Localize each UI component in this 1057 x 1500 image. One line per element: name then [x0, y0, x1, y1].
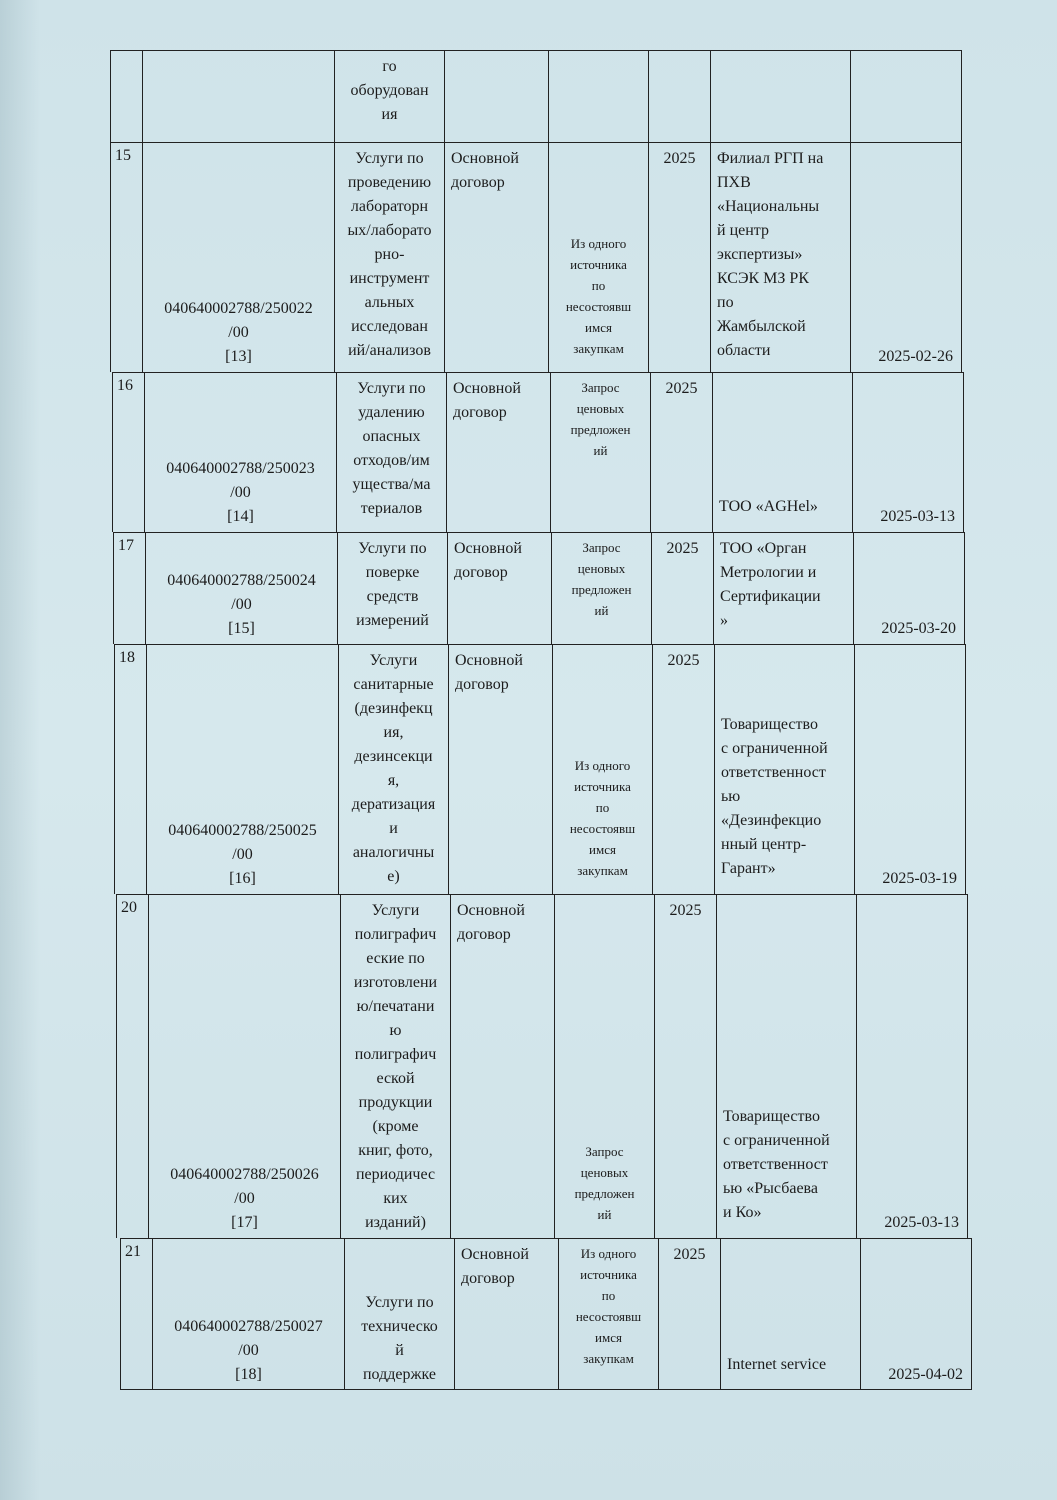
cell-text-type: Основной договор: [451, 150, 519, 191]
table-cell-year: [650, 372, 712, 532]
cell-text-no: 21: [125, 1243, 141, 1260]
cell-text-number: 040640002788/250025 /00 [16]: [168, 822, 317, 887]
table-cell-supplier: [712, 372, 852, 532]
table-cell-supplier: [713, 532, 853, 644]
table-cell-year: [648, 142, 710, 372]
cell-text-no: 20: [121, 899, 137, 916]
table-cell-no: [114, 644, 146, 894]
table-cell-number: [145, 532, 337, 644]
table-cell-date: [854, 644, 966, 894]
table-cell-number: [148, 894, 340, 1238]
table-cell-type: [447, 532, 551, 644]
table-cell-type: [446, 372, 550, 532]
cell-text-number: 040640002788/250024 /00 [15]: [167, 572, 316, 637]
table-cell-date: [853, 532, 965, 644]
table-cell-no: [116, 894, 148, 1238]
table-cell-type: [444, 142, 548, 372]
cell-text-type: Основной договор: [454, 540, 522, 581]
table-cell-supplier: [710, 142, 850, 372]
cell-text-method: Из одного источника по несостоявш имся закупкам: [569, 758, 636, 878]
table-cell-supplier: [720, 1238, 860, 1390]
cell-text-date: 2025-03-13: [880, 508, 955, 525]
table-cell-type: [448, 644, 552, 894]
cell-text-name: Услуги санитарные (дезинфекц ия, дезинсекци я, дератизация и аналогичны е): [351, 652, 436, 885]
table-cell-date: [860, 1238, 972, 1390]
cell-text-year: 2025: [669, 902, 702, 919]
table-cell-name: [334, 142, 444, 372]
cell-text-name: Услуги по проведению лабораторн ых/лаборато рно- инструмент альных исследован ий/анализов: [347, 150, 432, 359]
cell-text-method: Из одного источника по несостоявш имся закупкам: [565, 236, 632, 356]
table-cell-name: [338, 644, 448, 894]
cell-text-type: Основной договор: [461, 1246, 529, 1287]
table-cell-method: [548, 142, 648, 372]
cell-text-number: 040640002788/250027 /00 [18]: [174, 1318, 323, 1383]
cell-text-date: 2025-02-26: [878, 348, 953, 365]
table-cell-name: [336, 372, 446, 532]
table-cell-year: [648, 50, 710, 142]
table-cell-no: [110, 50, 142, 142]
table-cell-no: [113, 532, 145, 644]
cell-text-type: Основной договор: [453, 380, 521, 421]
table-cell-type: [444, 50, 548, 142]
cell-text-method: Запрос ценовых предложен ий: [571, 540, 632, 618]
table-cell-year: [651, 532, 713, 644]
table-cell-supplier: [716, 894, 856, 1238]
cell-text-number: 040640002788/250026 /00 [17]: [170, 1166, 319, 1231]
table-cell-name: [334, 50, 444, 142]
table-cell-number: [142, 50, 334, 142]
cell-text-name: Услуги по техническо й поддержке: [361, 1294, 438, 1383]
cell-text-number: 040640002788/250022 /00 [13]: [164, 300, 313, 365]
table-cell-name: [344, 1238, 454, 1390]
cell-text-supplier: ТОО «AGHel»: [719, 498, 818, 515]
table-cell-method: [551, 532, 651, 644]
cell-text-no: 17: [118, 537, 134, 554]
table-cell-number: [142, 142, 334, 372]
table-cell-name: [340, 894, 450, 1238]
cell-text-supplier: ТОО «Орган Метрологии и Сертификации »: [720, 540, 821, 629]
table-cell-type: [450, 894, 554, 1238]
table-cell-supplier: [710, 50, 850, 142]
cell-text-year: 2025: [665, 380, 698, 397]
cell-text-name: Услуги полиграфич еские по изготовлени ю/печатани ю полиграфич еской продукции (кроме книг, фото, периодичес ких изданий): [353, 902, 438, 1231]
cell-text-year: 2025: [663, 150, 696, 167]
table-cell-year: [658, 1238, 720, 1390]
cell-text-method: Запрос ценовых предложен ий: [570, 380, 631, 458]
cell-text-no: 15: [115, 147, 131, 164]
table-cell-method: [558, 1238, 658, 1390]
table-cell-no: [110, 142, 142, 372]
cell-text-type: Основной договор: [455, 652, 523, 693]
table-cell-year: [652, 644, 714, 894]
cell-text-date: 2025-03-20: [881, 620, 956, 637]
cell-text-year: 2025: [673, 1246, 706, 1263]
cell-text-date: 2025-04-02: [888, 1366, 963, 1383]
page-shadow: [0, 0, 40, 1500]
cell-text-number: 040640002788/250023 /00 [14]: [166, 460, 315, 525]
table-cell-method: [548, 50, 648, 142]
cell-text-year: 2025: [666, 540, 699, 557]
table-cell-no: [112, 372, 144, 532]
cell-text-name: Услуги по поверке средств измерений: [356, 540, 429, 629]
table-cell-method: [550, 372, 650, 532]
cell-text-method: Из одного источника по несостоявш имся закупкам: [575, 1246, 642, 1366]
table-cell-year: [654, 894, 716, 1238]
cell-text-date: 2025-03-13: [884, 1214, 959, 1231]
cell-text-method: Запрос ценовых предложен ий: [574, 1144, 635, 1222]
cell-text-supplier: Товарищество с ограниченной ответственност ью «Рысбаева и Ко»: [723, 1108, 830, 1221]
table-cell-method: [552, 644, 652, 894]
table-cell-number: [146, 644, 338, 894]
table-cell-date: [856, 894, 968, 1238]
cell-text-name: Услуги по удалению опасных отходов/им ущества/ма териалов: [352, 380, 431, 517]
table-cell-number: [144, 372, 336, 532]
table-cell-number: [152, 1238, 344, 1390]
cell-text-no: 18: [119, 649, 135, 666]
table-cell-type: [454, 1238, 558, 1390]
table-cell-date: [852, 372, 964, 532]
cell-text-no: 16: [117, 377, 133, 394]
table-cell-supplier: [714, 644, 854, 894]
table-cell-method: [554, 894, 654, 1238]
cell-text-year: 2025: [667, 652, 700, 669]
table-cell-date: [850, 142, 962, 372]
cell-text-supplier: Филиал РГП на ПХВ «Национальны й центр экспертизы» КСЭК МЗ РК по Жамбылской области: [717, 150, 824, 359]
table-cell-name: [337, 532, 447, 644]
cell-text-supplier: Товарищество с ограниченной ответственност ью «Дезинфекцио нный центр- Гарант»: [721, 716, 828, 877]
cell-text-date: 2025-03-19: [882, 870, 957, 887]
cell-text-supplier: Internet service: [727, 1356, 827, 1373]
cell-text-type: Основной договор: [457, 902, 525, 943]
cell-text-name: го оборудован ия: [350, 58, 429, 123]
table-cell-no: [120, 1238, 152, 1390]
table-cell-date: [850, 50, 962, 142]
